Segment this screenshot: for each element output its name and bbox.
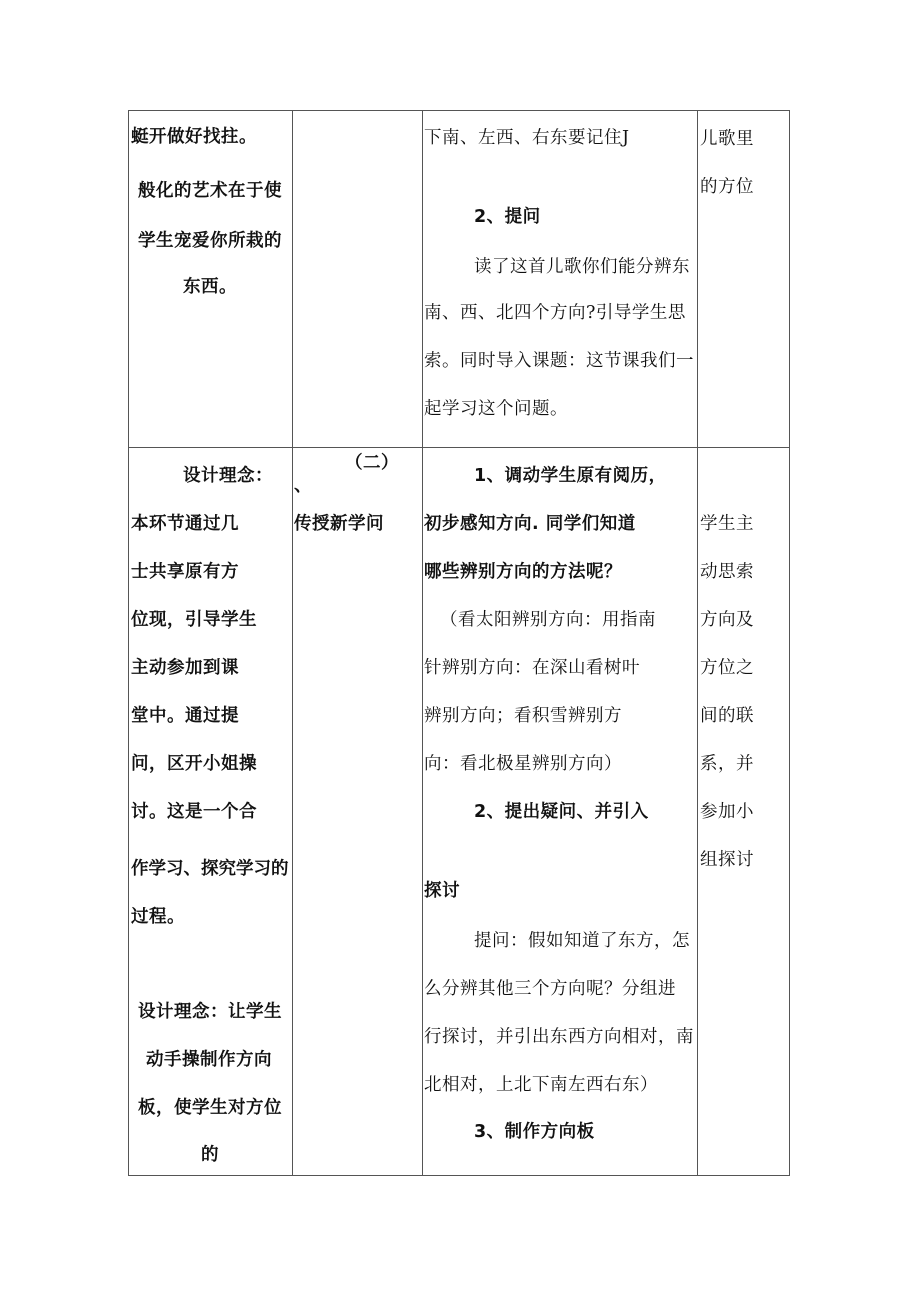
row1-col3-paragraph-line: 读了这首儿歌你们能分辨东 [474,257,690,277]
section-number: （二） [345,453,399,473]
row2-col3-line: （看太阳辨别方向：用指南 [440,610,656,630]
row2-col1-line: 堂中。通过提 [131,706,239,726]
table-row-divider [128,447,790,448]
row1-col3-heading: 2、提问 [474,207,541,227]
row2-col1-line: 作学习、探究学习的 [131,859,289,879]
row2-col3-line: 探讨 [424,881,460,901]
row2-col1-line: 本环节通过几 [131,514,239,534]
row1-col3-line: 下南、左西、右东要记住J [424,128,630,148]
row2-col1-line: 动手操制作方向 [146,1050,272,1070]
row2-col1-line: 的 [201,1145,219,1165]
table-col-divider-3 [697,110,698,1176]
row2-col4-line: 系，并 [700,754,754,774]
row2-col4-line: 参加小 [700,802,754,822]
row2-col3-line: 向：看北极星辨别方向） [424,754,622,774]
row2-col3-heading: 3、制作方向板 [474,1122,595,1142]
row2-col1-line: 位现，引导学生 [131,610,257,630]
row2-col3-line: 北相对，上北下南左西右东） [424,1075,658,1095]
row1-col4-line: 儿歌里 [700,129,754,149]
section-mark: 、 [294,476,312,496]
row2-col1-line: 过程。 [131,907,185,927]
row2-col3-line: 哪些辨别方向的方法呢？ [424,562,622,582]
row1-col1-line: 般化的艺术在于使 [138,181,282,201]
row1-col1-line: 东西。 [183,277,237,297]
row2-col3-heading: 2、提出疑问、并引入 [474,802,649,822]
row2-col4-line: 学生主 [700,514,754,534]
row2-col1-line: 士共享原有方 [131,562,239,582]
row2-col1-line: 主动参加到课 [131,658,239,678]
row2-col4-line: 间的联 [700,706,754,726]
table-bottom-border [128,1175,790,1176]
table-col-divider-2 [422,110,423,1176]
table-top-border [128,110,790,111]
row2-col1-line: 问，区开小姐操 [131,754,257,774]
table-left-border [128,110,129,1176]
row1-col1-line: 蜓开做好找拄。 [131,127,257,147]
row2-col3-line: 辨别方向；看积雪辨别方 [424,706,622,726]
row2-col4-line: 方向及 [700,610,754,630]
row1-col4-line: 的方位 [700,177,754,197]
row2-col4-line: 方位之 [700,658,754,678]
row1-col3-paragraph-line: 索。同时导入课题：这节课我们一 [424,351,694,371]
table-right-border [789,110,790,1176]
row2-col4-line: 组探讨 [700,850,754,870]
table-col-divider-1 [292,110,293,1176]
row2-col3-line: 提问：假如知道了东方，怎 [474,931,690,951]
row2-col3-line: 行探讨，并引出东西方向相对，南 [424,1027,694,1047]
row2-col1-line: 设计理念：让学生 [138,1002,282,1022]
row2-col4-line: 动思索 [700,562,754,582]
row2-col3-heading: 1、调动学生原有阅历， [474,466,667,486]
row2-col1-line: 板，使学生对方位 [138,1098,282,1118]
row1-col1-line: 学生宠爱你所栽的 [138,231,282,251]
row1-col3-paragraph-line: 南、西、北四个方向?引导学生思 [424,303,686,323]
row1-col3-paragraph-line: 起学习这个问题。 [424,399,568,419]
section-title: 传授新学问 [294,514,384,534]
row2-col1-line: 讨。这是一个合 [131,802,257,822]
row2-col3-line: 初步感知方向. 同学们知道 [424,514,636,534]
row2-col3-line: 针辨别方向：在深山看树叶 [424,658,640,678]
row2-col3-line: 么分辨其他三个方向呢？分组进 [424,979,676,999]
row2-col1-line: 设计理念： [183,466,273,486]
